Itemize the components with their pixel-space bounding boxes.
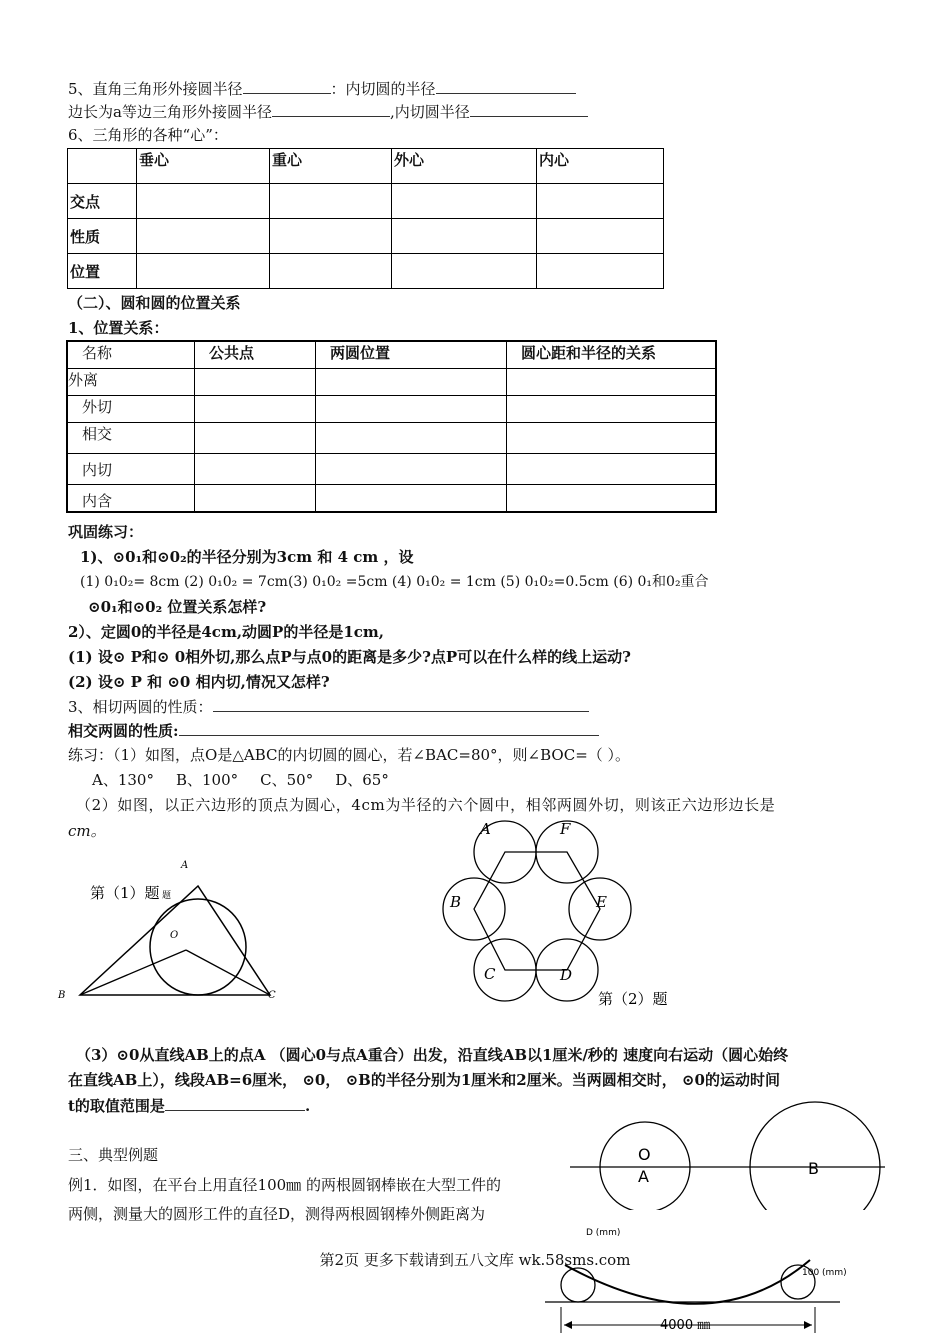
table-header: 圆心距和半径的关系 bbox=[507, 341, 717, 369]
label-b: B bbox=[808, 1159, 819, 1178]
table-row bbox=[68, 149, 664, 184]
table-row bbox=[67, 423, 716, 454]
circle-position-table bbox=[66, 340, 717, 513]
problem-2-line-1: 2）、定圆0的半径是4cm,动圆P的半径是1cm, bbox=[68, 623, 384, 641]
steel-rod-left bbox=[561, 1268, 595, 1302]
table-row bbox=[68, 184, 664, 219]
row-label: 位置 bbox=[68, 254, 137, 289]
option-d: D、65° bbox=[335, 771, 389, 789]
problem-1-line-2: (1) 0₁0₂= 8cm (2) 0₁0₂ = 7cm(3) 0₁0₂ =5cm (4) 0₁0₂ = 1cm (5) 0₁0₂=0.5cm (6) 0₁和0₂重合 bbox=[80, 574, 709, 590]
label-4000mm: 4000 ㎜ bbox=[660, 1318, 711, 1333]
problem-1-line-3: ⊙0₁和⊙0₂ 位置关系怎样? bbox=[88, 598, 267, 616]
label-o: O bbox=[170, 930, 179, 941]
label-a: A bbox=[638, 1167, 649, 1186]
hexagon bbox=[474, 852, 600, 970]
table-row bbox=[68, 254, 664, 289]
row-label: 内含 bbox=[67, 485, 195, 513]
arrow-right bbox=[804, 1321, 812, 1329]
exercise-1: 练习：（1）如图，点O是△ABC的内切圆的圆心，若∠BAC=80°，则∠BOC=（ ）。 bbox=[68, 746, 631, 764]
line-6: 6、三角形的各种“心”： bbox=[68, 126, 228, 144]
table-row bbox=[67, 396, 716, 423]
circle-b bbox=[750, 1102, 880, 1210]
triangle-centers-table bbox=[67, 148, 664, 289]
row-label: 外切 bbox=[67, 396, 195, 423]
problem-1-line-1: 1)、⊙0₁和⊙0₂的半径分别为3cm 和 4 cm ，设 bbox=[80, 548, 414, 566]
figure-4-measurement bbox=[540, 1215, 900, 1340]
line-5-2 bbox=[68, 101, 588, 122]
position-title: 1、位置关系： bbox=[68, 319, 169, 337]
problem-2-line-3: (2) 设⊙ P 和 ⊙0 相内切,情况又怎样? bbox=[68, 673, 330, 691]
line-5 bbox=[68, 78, 576, 99]
table-row bbox=[68, 219, 664, 254]
table-row bbox=[67, 454, 716, 485]
intersect-line: 相交两圆的性质: bbox=[68, 720, 599, 741]
table-row bbox=[67, 369, 716, 396]
label-c: C bbox=[484, 965, 496, 983]
inradius-label: ：内切圆的半径 bbox=[330, 80, 436, 98]
label-b: B bbox=[58, 990, 66, 1001]
equilateral-circumradius-label: 边长为a等边三角形外接圆半径 bbox=[68, 103, 272, 121]
row-label: 相交 bbox=[67, 423, 195, 454]
figure-1-triangle bbox=[50, 850, 290, 1010]
circumradius-right-triangle-label: 5、直角三角形外接圆半径 bbox=[68, 80, 243, 98]
figure-1-caption: 第（1）题 bbox=[90, 884, 160, 902]
exercise-2-line-2: cm。 bbox=[68, 822, 106, 840]
figure-2-caption: 第（2）题 bbox=[598, 990, 668, 1008]
example-1-line-2: 两侧，测量大的圆形工件的直径D，测得两根圆钢棒外侧距离为 bbox=[68, 1205, 486, 1223]
label-e: E bbox=[596, 893, 607, 911]
table-row bbox=[67, 341, 716, 369]
exercise-3-line-2: 在直线AB上），线段AB=6厘米， ⊙0， ⊙B的半径分别为1厘米和2厘米。当两圆相交时， ⊙0的运动时间 bbox=[68, 1071, 780, 1089]
blank-intersect bbox=[179, 720, 599, 736]
blank-3 bbox=[213, 696, 589, 712]
label-a: A bbox=[181, 860, 189, 871]
blank-5d bbox=[470, 101, 588, 117]
table-header: 名称 bbox=[67, 341, 195, 369]
blank-5b bbox=[436, 78, 576, 94]
practice-title: 巩固练习： bbox=[68, 523, 144, 541]
table-cell bbox=[68, 149, 137, 184]
table-header: 垂心 bbox=[137, 149, 270, 184]
label-o: O bbox=[638, 1145, 651, 1164]
figure-2-hexagon bbox=[430, 812, 690, 1012]
table-header: 内心 bbox=[537, 149, 664, 184]
exercise-2-line-1: （2）如图，以正六边形的顶点为圆心，4cm为半径的六个圆中，相邻两圆外切，则该正六边形边长是 bbox=[76, 796, 776, 814]
label-b: B bbox=[450, 893, 462, 911]
label-a: A bbox=[480, 820, 491, 838]
line-3: 3、相切两圆的性质： bbox=[68, 696, 589, 717]
problem-2-line-2: (1) 设⊙ P和⊙ 0相外切,那么点P与点0的距离是多少?点P可以在什么样的线上运动? bbox=[68, 648, 631, 666]
table-header: 公共点 bbox=[195, 341, 316, 369]
equilateral-inradius-label: ,内切圆半径 bbox=[389, 103, 470, 121]
row-label: 性质 bbox=[68, 219, 137, 254]
label-d: D (mm) bbox=[586, 1228, 621, 1238]
section-3-title: 三、典型例题 bbox=[68, 1146, 159, 1164]
example-1-line-1: 例1．如图，在平台上用直径100㎜ 的两根圆钢棒嵌在大型工件的 bbox=[68, 1176, 501, 1194]
row-label: 内切 bbox=[67, 454, 195, 485]
row-label: 交点 bbox=[68, 184, 137, 219]
option-c: C、50° bbox=[260, 771, 314, 789]
page-footer: 第2页 更多下载请到五八文库 wk.58sms.com bbox=[319, 1251, 631, 1269]
table-header: 外心 bbox=[392, 149, 537, 184]
label-100mm: 100 (mm) bbox=[802, 1268, 847, 1278]
exercise-1-options bbox=[92, 770, 389, 790]
label-f: F bbox=[560, 820, 571, 838]
circle-o bbox=[600, 1122, 690, 1210]
arrow-left bbox=[564, 1321, 572, 1329]
label-c: C bbox=[268, 990, 276, 1001]
row-label: 外离 bbox=[67, 369, 195, 396]
figure-3-circles-line bbox=[565, 1100, 895, 1210]
exercise-3-line-3: t的取值范围是 . bbox=[68, 1097, 311, 1115]
label-d: D bbox=[560, 966, 573, 984]
svg-text:题: 题 bbox=[162, 891, 172, 901]
exercise-3-line-1: （3）⊙0从直线AB上的点A （圆心0与点A重合）出发，沿直线AB以1厘米/秒的 速度向右运动（圆心始终 bbox=[76, 1046, 789, 1064]
incircle bbox=[150, 899, 246, 995]
blank-5a bbox=[243, 78, 331, 94]
blank-5c bbox=[272, 101, 390, 117]
table-row bbox=[67, 485, 716, 513]
option-b: B、100° bbox=[175, 771, 239, 789]
section-2-title: （二）、圆和圆的位置关系 bbox=[68, 294, 241, 312]
table-header: 两圆位置 bbox=[316, 341, 507, 369]
blank-t-range bbox=[165, 1095, 305, 1111]
table-header: 重心 bbox=[270, 149, 392, 184]
option-a: A、130° bbox=[92, 771, 154, 789]
